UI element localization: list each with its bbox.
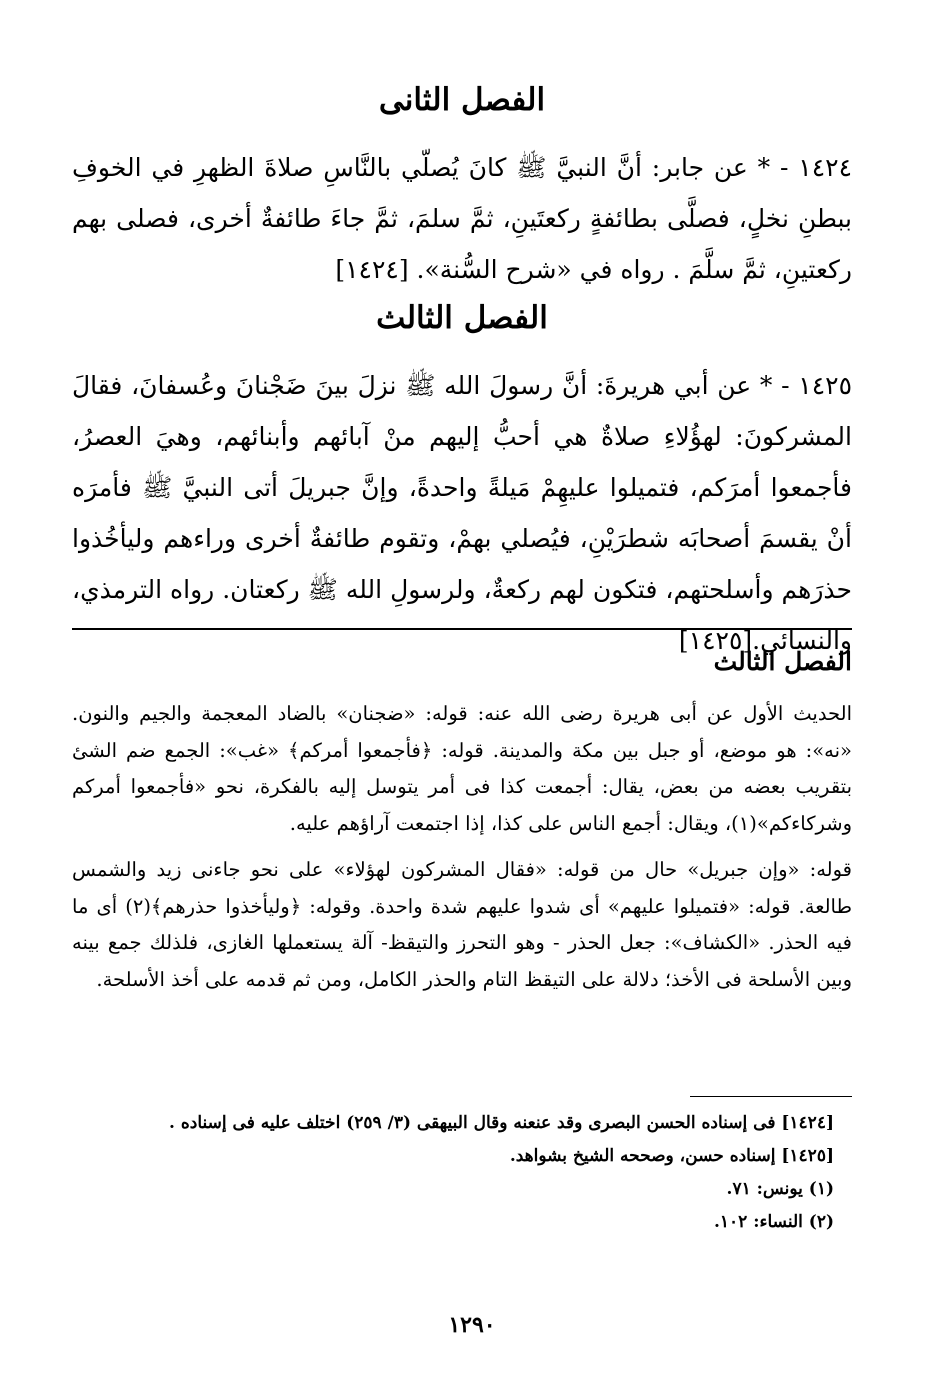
commentary-paragraph-2: قوله: «وإن جبريل» حال من قوله: «فقال المشركون لهؤلاء» على نحو جاءنى زيد والشمس طالعة. قوله: «فتميلوا عليهم» أى شدوا عليهم شدة واحدة. وقوله: ﴿وليأخذوا حذرهم﴾(٢) أى ما فيه الحذر. «الكشاف»: جعل الحذر - وهو التحرز والتيقظ- آلة يستعملها الغازى، فلذلك جمع بينه وبين الأسلحة فى الأخذ؛ دلالة على التيقظ التام والحذر الكامل، ومن ثم قدمه على أخذ الأسلحة. [72, 858, 852, 991]
footnote-1424: [١٤٢٤] فى إسناده الحسن البصرى وقد عنعنه وقال البيهقى (٣/ ٢٥٩) اختلف عليه فى إسناده . [169, 1113, 834, 1133]
hadith-1424: ١٤٢٤ - * عن جابر: أنَّ النبيَّ ﷺ كانَ يُصلّي بالنَّاسِ صلاةَ الظهرِ في الخوفِ ببطنِ نخلٍ، فصلَّى بطائفةٍ ركعتَينِ، ثمَّ سلمَ، ثمَّ جاءَ طائفةٌ أخرى، فصلى بهم ركعتينِ، ثمَّ سلَّمَ . رواه في «شرح السُّنة». [١٤٢٤] [72, 153, 852, 284]
footnote-ref-1: (١) يونس: ٧١. [726, 1179, 834, 1199]
commentary-paragraph-1: الحديث الأول عن أبى هريرة رضى الله عنه: قوله: «ضجنان» بالضاد المعجمة والجيم والنون. «نه»: هو موضع، أو جبل بين مكة والمدينة. قوله: ﴿فأجمعوا أمركم﴾ «غب»: الجمع ضم الشئ بتقريب بعضه من بعض، يقال: أجمعت كذا فى أمر يتوسل إليه بالفكرة، نحو «فأجمعوا أمركم وشركاءكم»(١)، ويقال: أجمع الناس على كذا، إذا اجتمعت آراؤهم عليه. [72, 702, 852, 835]
commentary-heading: الفصل الثالث [713, 647, 852, 676]
footnote-divider [690, 1096, 852, 1097]
page-number: ١٢٩٠ [448, 1312, 496, 1338]
footnote-ref-2: (٢) النساء: ١٠٢. [713, 1212, 834, 1232]
footnote-1425: [١٤٢٥] إسناده حسن، وصححه الشيخ بشواهد. [509, 1146, 834, 1166]
hadith-1425: ١٤٢٥ - * عن أبي هريرةَ: أنَّ رسولَ الله ﷺ نزلَ بينَ ضَجْنانَ وعُسفانَ، فقالَ المشركونَ: لهؤُلاءِ صلاةٌ هي أحبُّ إليهم منْ آبائهم وأبنائهم، وهيَ العصرُ، فأجمعوا أمرَكم، فتميلوا عليهِمْ مَيلةً واحدةً، وإنَّ جبريلَ أتى النبيَّ ﷺ فأمرَه أنْ يقسمَ أصحابَه شطرَيْنِ، فيُصلي بهمْ، وتقوم طائفةٌ أخرى وراءهم وليأخُذوا حذرَهم وأسلحتهم، فتكون لهم ركعةٌ، ولرسولِ الله ﷺ ركعتان. رواه الترمذي، والنسائي.[١٤٢٥] [72, 371, 852, 655]
section-heading-third: الفصل الثالث [376, 300, 548, 336]
footnotes [72, 1107, 852, 1239]
section-heading-second: الفصل الثانى [378, 82, 546, 118]
